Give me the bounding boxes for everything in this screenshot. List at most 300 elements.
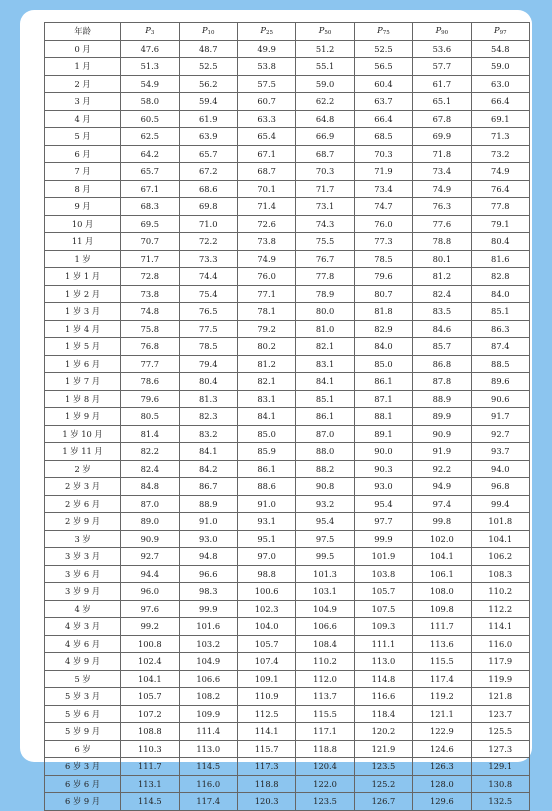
value-cell: 82.4	[413, 285, 471, 303]
value-cell: 88.9	[179, 495, 237, 513]
value-cell: 109.8	[413, 600, 471, 618]
value-cell: 111.4	[179, 723, 237, 741]
value-cell: 127.3	[471, 740, 529, 758]
value-cell: 86.8	[413, 355, 471, 373]
age-cell: 1 岁	[45, 250, 121, 268]
value-cell: 100.8	[121, 635, 179, 653]
value-cell: 82.8	[471, 268, 529, 286]
value-cell: 94.4	[121, 565, 179, 583]
table-header-row	[45, 23, 530, 41]
age-cell: 1 岁 8 月	[45, 390, 121, 408]
value-cell: 91.0	[179, 513, 237, 531]
age-cell: 1 岁 9 月	[45, 408, 121, 426]
table-row	[45, 40, 530, 58]
value-cell: 71.8	[413, 145, 471, 163]
value-cell: 70.7	[121, 233, 179, 251]
value-cell: 113.1	[121, 775, 179, 793]
value-cell: 52.5	[354, 40, 412, 58]
value-cell: 73.4	[413, 163, 471, 181]
table-row	[45, 180, 530, 198]
table-row	[45, 670, 530, 688]
value-cell: 65.7	[121, 163, 179, 181]
value-cell: 109.9	[179, 705, 237, 723]
value-cell: 83.1	[296, 355, 354, 373]
value-cell: 102.4	[121, 653, 179, 671]
value-cell: 107.4	[237, 653, 295, 671]
value-cell: 91.9	[413, 443, 471, 461]
value-cell: 104.1	[121, 670, 179, 688]
table-row	[45, 145, 530, 163]
value-cell: 90.9	[413, 425, 471, 443]
value-cell: 73.3	[179, 250, 237, 268]
value-cell: 108.0	[413, 583, 471, 601]
percentile-header-p97: $P_{97}$	[471, 23, 529, 41]
table-row	[45, 723, 530, 741]
table-row	[45, 75, 530, 93]
percentile-header-p90: $P_{90}$	[413, 23, 471, 41]
table-row	[45, 688, 530, 706]
value-cell: 86.7	[179, 478, 237, 496]
value-cell: 81.6	[471, 250, 529, 268]
value-cell: 92.7	[121, 548, 179, 566]
value-cell: 74.8	[121, 303, 179, 321]
age-cell: 3 月	[45, 93, 121, 111]
value-cell: 47.6	[121, 40, 179, 58]
value-cell: 76.7	[296, 250, 354, 268]
value-cell: 54.9	[121, 75, 179, 93]
value-cell: 116.0	[179, 775, 237, 793]
age-cell: 3 岁 6 月	[45, 565, 121, 583]
value-cell: 77.3	[354, 233, 412, 251]
table-row	[45, 163, 530, 181]
value-cell: 84.1	[296, 373, 354, 391]
value-cell: 74.9	[413, 180, 471, 198]
value-cell: 88.0	[296, 443, 354, 461]
value-cell: 104.0	[237, 618, 295, 636]
value-cell: 72.8	[121, 268, 179, 286]
value-cell: 113.0	[179, 740, 237, 758]
value-cell: 114.8	[354, 670, 412, 688]
value-cell: 86.3	[471, 320, 529, 338]
value-cell: 76.0	[354, 215, 412, 233]
value-cell: 81.2	[237, 355, 295, 373]
value-cell: 90.3	[354, 460, 412, 478]
value-cell: 97.7	[354, 513, 412, 531]
age-cell: 4 岁 6 月	[45, 635, 121, 653]
value-cell: 84.1	[179, 443, 237, 461]
value-cell: 80.1	[413, 250, 471, 268]
value-cell: 126.7	[354, 793, 412, 811]
age-cell: 1 岁 10 月	[45, 425, 121, 443]
value-cell: 63.9	[179, 128, 237, 146]
value-cell: 82.4	[121, 460, 179, 478]
age-cell: 6 岁 6 月	[45, 775, 121, 793]
value-cell: 86.1	[296, 408, 354, 426]
age-cell: 1 岁 4 月	[45, 320, 121, 338]
value-cell: 112.0	[296, 670, 354, 688]
value-cell: 67.1	[121, 180, 179, 198]
value-cell: 107.2	[121, 705, 179, 723]
value-cell: 93.2	[296, 495, 354, 513]
value-cell: 89.1	[354, 425, 412, 443]
value-cell: 104.9	[179, 653, 237, 671]
value-cell: 65.1	[413, 93, 471, 111]
value-cell: 69.5	[121, 215, 179, 233]
value-cell: 119.9	[471, 670, 529, 688]
value-cell: 99.5	[296, 548, 354, 566]
value-cell: 56.5	[354, 58, 412, 76]
age-cell: 11 月	[45, 233, 121, 251]
age-cell: 2 月	[45, 75, 121, 93]
value-cell: 89.9	[413, 408, 471, 426]
value-cell: 75.5	[296, 233, 354, 251]
value-cell: 59.0	[296, 75, 354, 93]
table-row	[45, 653, 530, 671]
age-cell: 7 月	[45, 163, 121, 181]
value-cell: 78.5	[354, 250, 412, 268]
value-cell: 63.7	[354, 93, 412, 111]
value-cell: 98.3	[179, 583, 237, 601]
value-cell: 80.2	[237, 338, 295, 356]
value-cell: 82.1	[296, 338, 354, 356]
value-cell: 108.3	[471, 565, 529, 583]
value-cell: 71.9	[354, 163, 412, 181]
value-cell: 62.2	[296, 93, 354, 111]
value-cell: 101.8	[471, 513, 529, 531]
value-cell: 96.6	[179, 565, 237, 583]
table-row	[45, 460, 530, 478]
table-row	[45, 93, 530, 111]
value-cell: 99.2	[121, 618, 179, 636]
value-cell: 96.0	[121, 583, 179, 601]
percentile-header-p75: $P_{75}$	[354, 23, 412, 41]
value-cell: 53.8	[237, 58, 295, 76]
value-cell: 104.1	[413, 548, 471, 566]
value-cell: 106.1	[413, 565, 471, 583]
value-cell: 58.0	[121, 93, 179, 111]
value-cell: 84.0	[354, 338, 412, 356]
value-cell: 109.3	[354, 618, 412, 636]
age-cell: 1 岁 1 月	[45, 268, 121, 286]
value-cell: 59.0	[471, 58, 529, 76]
value-cell: 89.0	[121, 513, 179, 531]
table-row	[45, 513, 530, 531]
value-cell: 93.0	[179, 530, 237, 548]
value-cell: 121.1	[413, 705, 471, 723]
value-cell: 84.8	[121, 478, 179, 496]
value-cell: 93.0	[354, 478, 412, 496]
table-row	[45, 443, 530, 461]
value-cell: 117.4	[179, 793, 237, 811]
value-cell: 128.0	[413, 775, 471, 793]
value-cell: 64.8	[296, 110, 354, 128]
value-cell: 71.4	[237, 198, 295, 216]
table-row	[45, 408, 530, 426]
value-cell: 70.1	[237, 180, 295, 198]
value-cell: 74.4	[179, 268, 237, 286]
table-row	[45, 600, 530, 618]
value-cell: 76.8	[121, 338, 179, 356]
value-cell: 85.1	[296, 390, 354, 408]
value-cell: 115.5	[413, 653, 471, 671]
table-row	[45, 233, 530, 251]
value-cell: 111.7	[413, 618, 471, 636]
value-cell: 48.7	[179, 40, 237, 58]
value-cell: 96.8	[471, 478, 529, 496]
value-cell: 57.7	[413, 58, 471, 76]
value-cell: 80.4	[471, 233, 529, 251]
value-cell: 129.6	[413, 793, 471, 811]
value-cell: 95.1	[237, 530, 295, 548]
value-cell: 74.9	[237, 250, 295, 268]
value-cell: 114.1	[471, 618, 529, 636]
value-cell: 87.0	[296, 425, 354, 443]
value-cell: 91.7	[471, 408, 529, 426]
value-cell: 106.6	[296, 618, 354, 636]
age-cell: 4 月	[45, 110, 121, 128]
value-cell: 66.4	[354, 110, 412, 128]
value-cell: 117.4	[413, 670, 471, 688]
value-cell: 84.6	[413, 320, 471, 338]
value-cell: 83.1	[237, 390, 295, 408]
value-cell: 78.1	[237, 303, 295, 321]
value-cell: 53.6	[413, 40, 471, 58]
value-cell: 70.3	[296, 163, 354, 181]
value-cell: 114.5	[179, 758, 237, 776]
value-cell: 85.1	[471, 303, 529, 321]
table-row	[45, 758, 530, 776]
value-cell: 130.8	[471, 775, 529, 793]
value-cell: 108.2	[179, 688, 237, 706]
value-cell: 60.4	[354, 75, 412, 93]
value-cell: 90.0	[354, 443, 412, 461]
value-cell: 80.0	[296, 303, 354, 321]
value-cell: 101.6	[179, 618, 237, 636]
value-cell: 86.1	[237, 460, 295, 478]
value-cell: 82.3	[179, 408, 237, 426]
value-cell: 85.9	[237, 443, 295, 461]
value-cell: 110.2	[471, 583, 529, 601]
value-cell: 55.1	[296, 58, 354, 76]
value-cell: 103.8	[354, 565, 412, 583]
value-cell: 88.5	[471, 355, 529, 373]
value-cell: 84.1	[237, 408, 295, 426]
value-cell: 79.1	[471, 215, 529, 233]
value-cell: 118.8	[296, 740, 354, 758]
age-cell: 4 岁 9 月	[45, 653, 121, 671]
value-cell: 60.5	[121, 110, 179, 128]
value-cell: 110.9	[237, 688, 295, 706]
value-cell: 113.7	[296, 688, 354, 706]
value-cell: 102.3	[237, 600, 295, 618]
age-cell: 1 岁 6 月	[45, 355, 121, 373]
value-cell: 59.4	[179, 93, 237, 111]
value-cell: 76.0	[237, 268, 295, 286]
value-cell: 62.5	[121, 128, 179, 146]
value-cell: 51.3	[121, 58, 179, 76]
value-cell: 93.7	[471, 443, 529, 461]
table-row	[45, 128, 530, 146]
value-cell: 69.9	[413, 128, 471, 146]
value-cell: 68.7	[237, 163, 295, 181]
value-cell: 97.6	[121, 600, 179, 618]
age-cell: 1 岁 11 月	[45, 443, 121, 461]
value-cell: 78.5	[179, 338, 237, 356]
value-cell: 57.5	[237, 75, 295, 93]
value-cell: 97.0	[237, 548, 295, 566]
age-cell: 3 岁 3 月	[45, 548, 121, 566]
value-cell: 81.4	[121, 425, 179, 443]
value-cell: 117.1	[296, 723, 354, 741]
value-cell: 80.4	[179, 373, 237, 391]
value-cell: 123.5	[296, 793, 354, 811]
value-cell: 95.4	[354, 495, 412, 513]
value-cell: 84.2	[179, 460, 237, 478]
value-cell: 81.8	[354, 303, 412, 321]
value-cell: 122.0	[296, 775, 354, 793]
value-cell: 54.8	[471, 40, 529, 58]
value-cell: 92.2	[413, 460, 471, 478]
value-cell: 112.2	[471, 600, 529, 618]
value-cell: 125.2	[354, 775, 412, 793]
table-row	[45, 355, 530, 373]
value-cell: 63.3	[237, 110, 295, 128]
table-row	[45, 250, 530, 268]
value-cell: 122.9	[413, 723, 471, 741]
value-cell: 103.2	[179, 635, 237, 653]
value-cell: 71.3	[471, 128, 529, 146]
value-cell: 90.8	[296, 478, 354, 496]
value-cell: 90.6	[471, 390, 529, 408]
document-card	[20, 10, 532, 807]
value-cell: 67.1	[237, 145, 295, 163]
age-cell: 3 岁	[45, 530, 121, 548]
value-cell: 103.1	[296, 583, 354, 601]
table-row	[45, 338, 530, 356]
age-cell: 8 月	[45, 180, 121, 198]
value-cell: 115.5	[296, 705, 354, 723]
value-cell: 99.9	[354, 530, 412, 548]
value-cell: 67.2	[179, 163, 237, 181]
value-cell: 110.2	[296, 653, 354, 671]
value-cell: 66.4	[471, 93, 529, 111]
value-cell: 99.9	[179, 600, 237, 618]
value-cell: 76.4	[471, 180, 529, 198]
value-cell: 87.0	[121, 495, 179, 513]
value-cell: 113.0	[354, 653, 412, 671]
value-cell: 73.4	[354, 180, 412, 198]
table-row	[45, 303, 530, 321]
value-cell: 90.9	[121, 530, 179, 548]
value-cell: 118.4	[354, 705, 412, 723]
value-cell: 105.7	[354, 583, 412, 601]
value-cell: 120.2	[354, 723, 412, 741]
value-cell: 65.7	[179, 145, 237, 163]
table-row	[45, 740, 530, 758]
value-cell: 81.2	[413, 268, 471, 286]
value-cell: 94.9	[413, 478, 471, 496]
value-cell: 88.1	[354, 408, 412, 426]
age-cell: 6 岁 9 月	[45, 793, 121, 811]
value-cell: 93.1	[237, 513, 295, 531]
value-cell: 76.3	[413, 198, 471, 216]
value-cell: 67.8	[413, 110, 471, 128]
value-cell: 77.8	[471, 198, 529, 216]
table-row	[45, 373, 530, 391]
value-cell: 61.9	[179, 110, 237, 128]
value-cell: 69.1	[471, 110, 529, 128]
value-cell: 78.8	[413, 233, 471, 251]
table-row	[45, 198, 530, 216]
percentile-header-p10: $P_{10}$	[179, 23, 237, 41]
value-cell: 101.9	[354, 548, 412, 566]
value-cell: 87.4	[471, 338, 529, 356]
value-cell: 73.2	[471, 145, 529, 163]
value-cell: 114.1	[237, 723, 295, 741]
age-cell: 5 岁 9 月	[45, 723, 121, 741]
value-cell: 98.8	[237, 565, 295, 583]
age-cell: 1 岁 5 月	[45, 338, 121, 356]
value-cell: 88.9	[413, 390, 471, 408]
value-cell: 79.6	[354, 268, 412, 286]
table-body	[45, 40, 530, 810]
value-cell: 75.4	[179, 285, 237, 303]
table-row	[45, 705, 530, 723]
table-row	[45, 565, 530, 583]
value-cell: 132.5	[471, 793, 529, 811]
age-cell: 5 月	[45, 128, 121, 146]
table-row	[45, 390, 530, 408]
value-cell: 74.3	[296, 215, 354, 233]
value-cell: 86.1	[354, 373, 412, 391]
age-cell: 1 岁 2 月	[45, 285, 121, 303]
value-cell: 68.3	[121, 198, 179, 216]
age-cell: 1 岁 7 月	[45, 373, 121, 391]
value-cell: 124.6	[413, 740, 471, 758]
value-cell: 80.7	[354, 285, 412, 303]
value-cell: 71.7	[296, 180, 354, 198]
age-cell: 9 月	[45, 198, 121, 216]
table-row	[45, 530, 530, 548]
value-cell: 111.7	[121, 758, 179, 776]
value-cell: 49.9	[237, 40, 295, 58]
value-cell: 85.0	[237, 425, 295, 443]
value-cell: 73.1	[296, 198, 354, 216]
age-cell: 2 岁	[45, 460, 121, 478]
age-cell: 6 岁	[45, 740, 121, 758]
value-cell: 69.8	[179, 198, 237, 216]
value-cell: 109.1	[237, 670, 295, 688]
table-row	[45, 320, 530, 338]
value-cell: 72.6	[237, 215, 295, 233]
value-cell: 65.4	[237, 128, 295, 146]
age-cell: 0 月	[45, 40, 121, 58]
value-cell: 120.4	[296, 758, 354, 776]
age-cell: 4 岁 3 月	[45, 618, 121, 636]
age-cell: 5 岁	[45, 670, 121, 688]
table-row	[45, 110, 530, 128]
value-cell: 56.2	[179, 75, 237, 93]
value-cell: 116.6	[354, 688, 412, 706]
value-cell: 104.1	[471, 530, 529, 548]
age-cell: 1 月	[45, 58, 121, 76]
percentile-header-p50: $P_{50}$	[296, 23, 354, 41]
age-column-header: 年龄	[45, 23, 121, 41]
value-cell: 119.2	[413, 688, 471, 706]
table-row	[45, 793, 530, 811]
value-cell: 78.6	[121, 373, 179, 391]
value-cell: 87.1	[354, 390, 412, 408]
